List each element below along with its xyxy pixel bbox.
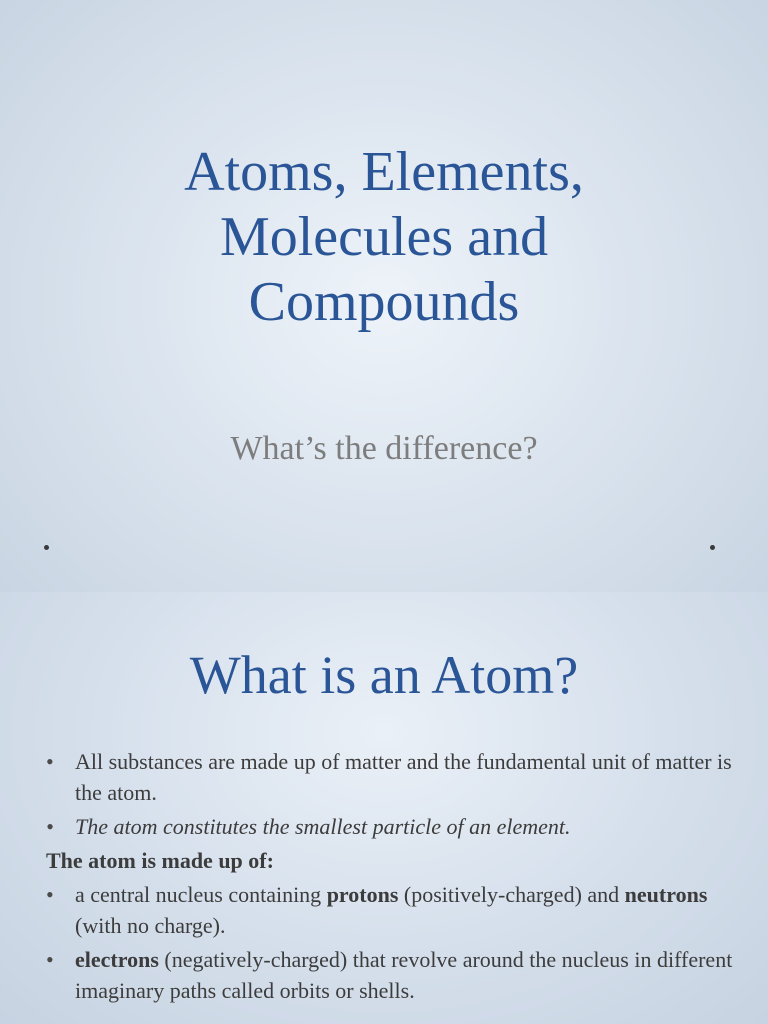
title-line-3: Compounds — [248, 271, 520, 333]
slide-subtitle: What’s the difference? — [230, 430, 538, 467]
item-text: (with no charge). — [75, 913, 226, 938]
slide-title-heading — [60, 140, 708, 335]
atom-content-list — [46, 746, 736, 1009]
item-text: The atom constitutes the smallest particle of an element. — [75, 814, 571, 839]
atom-slide-title: What is an Atom? — [189, 645, 579, 705]
slide-atom — [0, 592, 768, 1024]
item-text: All substances are made up of matter and the fundamental unit of matter is the atom. — [75, 749, 732, 805]
list-item — [46, 811, 736, 842]
list-item — [46, 879, 736, 941]
heading-text: The atom is made up of: — [46, 848, 274, 873]
list-item — [46, 746, 736, 808]
item-text: (negatively-charged) that revolve around the nucleus in different imaginary paths called orbits or shells. — [75, 947, 733, 1003]
bullet-dot-left — [43, 544, 51, 552]
term-electrons: electrons — [75, 947, 159, 972]
title-line-2: Molecules and — [219, 206, 549, 268]
bullet-dot-right — [709, 544, 717, 552]
title-line-1: Atoms, Elements, — [184, 141, 584, 203]
term-protons: protons — [326, 882, 399, 907]
item-text: (positively-charged) and — [398, 882, 625, 907]
item-text: a central nucleus containing — [75, 882, 327, 907]
section-heading — [46, 845, 736, 876]
list-item — [46, 944, 736, 1006]
term-neutrons: neutrons — [624, 882, 708, 907]
